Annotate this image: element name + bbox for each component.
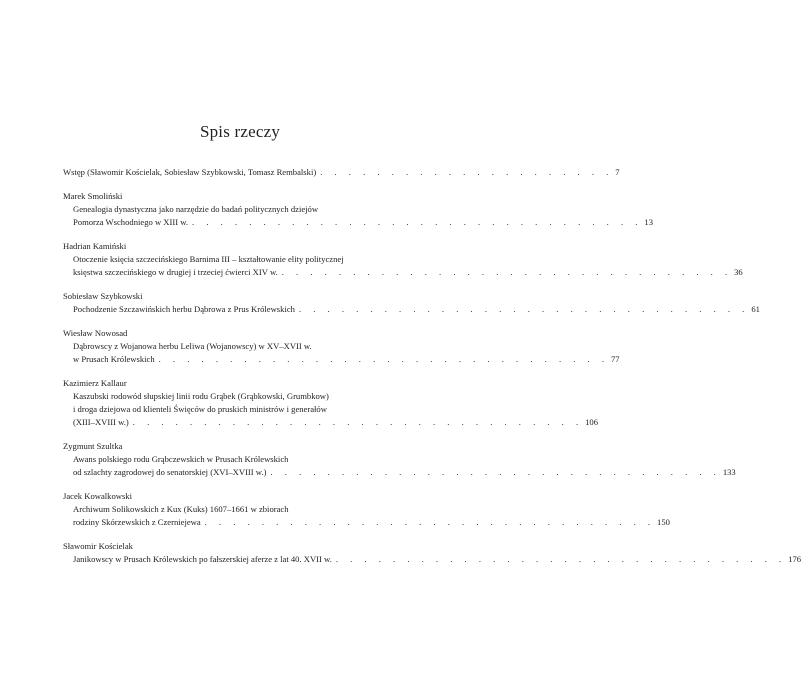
toc-entry [63, 440, 736, 479]
leader-dots: . . . . . . . . . . . . . . . . . . . . . . . . . . . . . . . . [298, 304, 750, 314]
toc-entry-title-line: Janikowscy w Prusach Królewskich po fałszerskiej aferze z lat 40. XVII w. [73, 554, 332, 564]
page-number: 176 [788, 554, 801, 564]
toc-entry-author: Sobiesław Szybkowski [63, 291, 143, 301]
toc-entry [63, 327, 620, 366]
toc-entry-title-line: Archiwum Solikowskich z Kux (Kuks) 1607–1661 w zbiorach [73, 504, 289, 514]
leader-dots: . . . . . . . . . . . . . . . . . . . . . [320, 167, 614, 177]
toc-entry [63, 240, 743, 279]
toc-entry-title-line: Dąbrowscy z Wojanowa herbu Leliwa (Wojanowscy) w XV–XVII w. [73, 341, 312, 351]
toc-entry [63, 540, 801, 566]
page-number: 133 [722, 467, 736, 477]
toc-entry-title-line: Pochodzenie Szczawińskich herbu Dąbrowa z Prus Królewskich [73, 304, 295, 314]
toc-line [63, 303, 760, 316]
toc-entry-title-line: rodziny Skórzewskich z Czerniejewa [73, 517, 201, 527]
page-number: 106 [585, 417, 599, 427]
toc-entry [63, 290, 760, 316]
toc-entry-author: Wiesław Nowosad [63, 328, 128, 338]
toc-entry-intro [63, 166, 620, 179]
toc-entry-author: Sławomir Kościelak [63, 541, 133, 551]
toc-line [63, 466, 736, 479]
toc-entry-title-line: Otoczenie księcia szczecińskiego Barnima III – kształtowanie elity politycznej [73, 254, 344, 264]
leader-dots: . . . . . . . . . . . . . . . . . . . . . . . . . . . . . . . . [158, 354, 609, 364]
page-number: 150 [657, 517, 670, 527]
toc-entry-author: Zygmunt Szultka [63, 441, 123, 451]
page-number: 36 [734, 267, 743, 277]
toc-entry [63, 377, 599, 429]
toc-line [63, 516, 670, 529]
page-number: 7 [615, 167, 620, 177]
page-title: Spis rzeczy [199, 122, 281, 141]
toc-entry-title-line: Pomorza Wschodniego w XIII w. [73, 217, 189, 227]
toc-line [63, 216, 653, 229]
leader-dots: . . . . . . . . . . . . . . . . . . . . . . . . . . . . . . . . [204, 517, 656, 527]
leader-dots: . . . . . . . . . . . . . . . . . . . . . . . . . . . . . . . . [132, 417, 584, 427]
toc-entry-author: Marek Smoliński [63, 191, 123, 201]
toc-entry-author: Kazimierz Kallaur [63, 378, 127, 388]
toc-line [63, 416, 599, 429]
page-number: 77 [610, 354, 620, 364]
toc-entry-title-line: (XIII–XVIII w.) [73, 417, 129, 427]
toc-entry [63, 190, 653, 229]
table-of-contents [63, 166, 801, 577]
toc-entries [63, 190, 801, 566]
toc-entry-title: Wstęp (Sławomir Kościelak, Sobiesław Szybkowski, Tomasz Rembalski) [63, 167, 317, 177]
toc-entry-author: Hadrian Kamiński [63, 241, 127, 251]
toc-entry-title-line: Kaszubski rodowód słupskiej linii rodu Grąbek (Grąbkowski, Grumbkow) [73, 391, 329, 401]
toc-line [63, 553, 801, 566]
leader-dots: . . . . . . . . . . . . . . . . . . . . . . . . . . . . . . . . [335, 554, 787, 564]
toc-entry [63, 490, 670, 529]
toc-entry-title-line: w Prusach Królewskich [73, 354, 155, 364]
leader-dots: . . . . . . . . . . . . . . . . . . . . . . . . . . . . . . . . [281, 267, 733, 277]
toc-entry-title-line: Awans polskiego rodu Grąbczewskich w Prusach Królewskich [73, 454, 289, 464]
page-number: 61 [751, 304, 760, 314]
toc-line [63, 166, 620, 179]
toc-entry-title-line: księstwa szczecińskiego w drugiej i trzeciej ćwierci XIV w. [73, 267, 278, 277]
toc-line [63, 266, 743, 279]
toc-entry-author: Jacek Kowalkowski [63, 491, 132, 501]
toc-entry-title-line: i droga dziejowa od klienteli Święców do pruskich ministrów i generałów [73, 404, 327, 414]
leader-dots: . . . . . . . . . . . . . . . . . . . . . . . . . . . . . . . . [192, 217, 643, 227]
leader-dots: . . . . . . . . . . . . . . . . . . . . . . . . . . . . . . . . [270, 467, 721, 477]
toc-entry-title-line: od szlachty zagrodowej do senatorskiej (XVI–XVIII w.) [73, 467, 267, 477]
toc-entry-title-line: Genealogia dynastyczna jako narzędzie do badań politycznych dziejów [73, 204, 319, 214]
toc-line [63, 353, 620, 366]
page-number: 13 [644, 217, 653, 227]
